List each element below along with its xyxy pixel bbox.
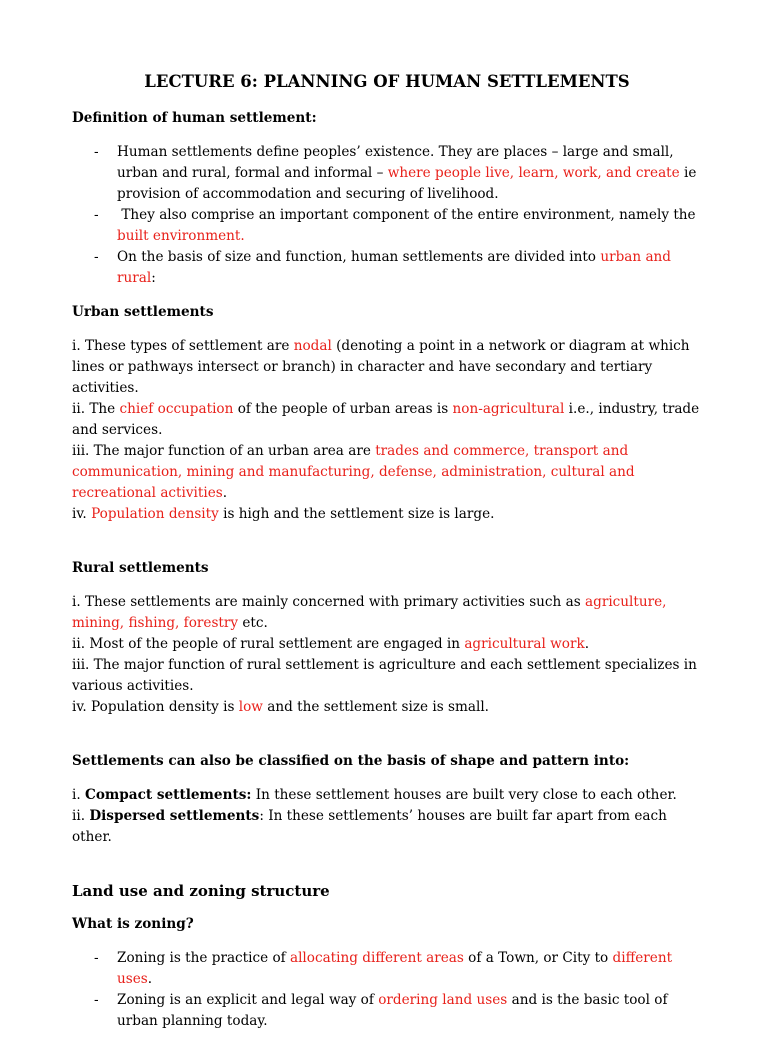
highlight-text: different uses (117, 950, 673, 987)
highlight-text: Population density (91, 506, 219, 522)
rural-point-i (72, 592, 702, 634)
text-run: iv. Population density is (72, 699, 239, 715)
urban-points (72, 336, 702, 525)
highlight-text: allocating different areas (289, 950, 464, 966)
highlight-text: trades and commerce, transport and communication, mining and manufacturing, defense, administration, cultural and recreational activities (72, 443, 635, 501)
highlight-text: urban and rural (117, 249, 672, 286)
text-run: and the settlement size is small. (262, 699, 490, 715)
shape-points (72, 785, 702, 848)
zoning-list (72, 948, 702, 1032)
dash-bullet: - (94, 950, 99, 966)
highlight-text: nodal (293, 338, 332, 354)
page-title: LECTURE 6: PLANNING OF HUMAN SETTLEMENTS (144, 72, 630, 91)
rural-heading: Rural settlements (72, 560, 209, 576)
text-run: In these settlement houses are built very close to each other. (251, 787, 677, 803)
text-run: (denoting a point in a network or diagram at which lines or pathways intersect or branch) in character and have secondary and tertiary activities. (72, 338, 690, 396)
text-run: of a Town, or City to (463, 950, 613, 966)
urban-heading: Urban settlements (72, 304, 214, 320)
zoning-heading: What is zoning? (72, 916, 194, 932)
dash-bullet: - (94, 249, 99, 265)
text-run: of the people of urban areas is (233, 401, 453, 417)
text-run: iv. (72, 506, 92, 522)
bold-term: Dispersed settlements (89, 808, 260, 824)
dash-bullet: - (94, 207, 99, 223)
spacer (72, 538, 702, 558)
definition-heading: Definition of human settlement: (72, 110, 317, 126)
urban-point-iii (72, 441, 702, 504)
text-run: Zoning is the practice of (117, 950, 290, 966)
text-run: . (222, 485, 228, 501)
dash-bullet: - (94, 144, 99, 160)
highlight-text: non-agricultural (452, 401, 565, 417)
text-run: ie provision of accommodation and securing of livelihood. (117, 165, 697, 202)
spacer (72, 731, 702, 751)
text-run: ii. Most of the people of rural settlement are engaged in (72, 636, 465, 652)
rural-point-iii: iii. The major function of rural settlement is agriculture and each settlement specializes in various activities. (72, 657, 697, 694)
text-run: : (151, 270, 156, 286)
shape-point-ii (72, 806, 702, 848)
list-item (72, 990, 702, 1032)
landuse-heading: Land use and zoning structure (72, 882, 330, 900)
highlight-text: agricultural work (464, 636, 585, 652)
text-run: Human settlements define peoples’ existence. They are places – large and small, urban and rural, formal and informal – (117, 144, 674, 181)
text-run: is high and the settlement size is large. (218, 506, 495, 522)
bold-term: Compact settlements: (85, 787, 252, 803)
urban-point-ii (72, 399, 702, 441)
text-run: etc. (238, 615, 268, 631)
dash-bullet: - (94, 992, 99, 1008)
definition-list (72, 142, 702, 289)
text-run: : In these settlements’ houses are built far apart from each other. (72, 808, 667, 845)
list-item (72, 142, 702, 205)
text-run: iii. The major function of an urban area are (72, 443, 376, 459)
text-run: and is the basic tool of urban planning today. (117, 992, 668, 1029)
document-page (72, 70, 702, 1045)
text-run: . (147, 971, 153, 987)
list-item (72, 948, 702, 990)
text-run: i. These settlements are mainly concerned with primary activities such as (72, 594, 586, 610)
highlight-text: chief occupation (119, 401, 234, 417)
urban-point-i (72, 336, 702, 399)
shape-heading: Settlements can also be classified on the basis of shape and pattern into: (72, 753, 630, 769)
text-run: i. (72, 787, 85, 803)
list-item (72, 205, 702, 247)
urban-point-iv (72, 504, 702, 525)
rural-point-ii (72, 634, 702, 655)
text-run: ii. (72, 808, 90, 824)
highlight-text: where people live, learn, work, and create (387, 165, 680, 181)
rural-points (72, 592, 702, 718)
highlight-text: agriculture, mining, fishing, forestry (72, 594, 667, 631)
text-run: Zoning is an explicit and legal way of (117, 992, 379, 1008)
text-run: i. These types of settlement are (72, 338, 294, 354)
text-run: On the basis of size and function, human settlements are divided into (117, 249, 601, 265)
shape-point-i (72, 785, 702, 806)
text-run: They also comprise an important component of the entire environment, namely the (117, 207, 700, 223)
highlight-text: ordering land uses (378, 992, 508, 1008)
list-item (72, 247, 702, 289)
rural-point-iv (72, 697, 702, 718)
text-run: i.e., industry, trade and services. (72, 401, 700, 438)
text-run: . (584, 636, 590, 652)
text-run: ii. The (72, 401, 120, 417)
highlight-text: built environment. (117, 228, 245, 244)
spacer (72, 861, 702, 881)
highlight-text: low (238, 699, 263, 715)
